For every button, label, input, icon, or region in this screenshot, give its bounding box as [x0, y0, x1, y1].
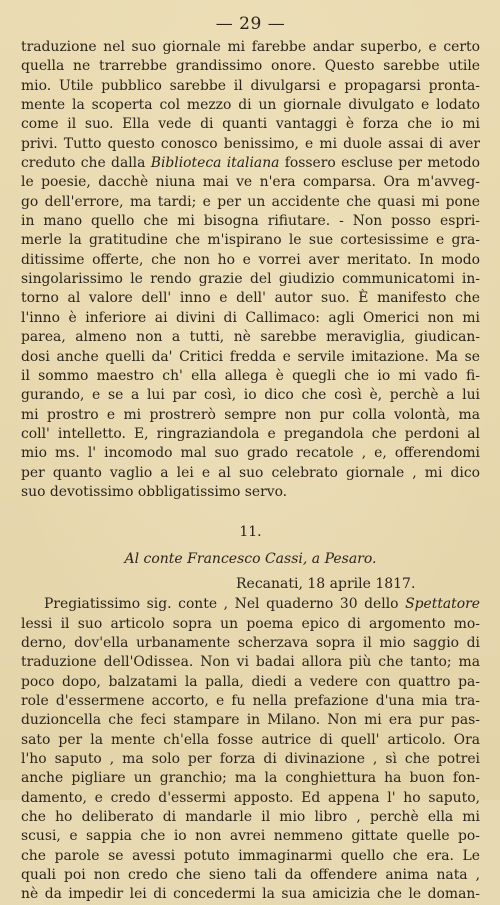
letter-dateline: Recanati, 18 aprile 1817.	[236, 576, 416, 593]
text-line: che parole se avessi potuto immaginarmi quello che era. Le	[21, 847, 480, 864]
text-line: go dell'errore, ma tardi; e per un accidente che quasi mi pone	[21, 193, 480, 210]
text-line: quella ne trarrebbe grandissimo onore. Questo sarebbe utile	[21, 58, 480, 75]
text-line: torno al valore dell' inno e dell' autor suo. È manifesto che	[21, 290, 480, 307]
text-line: le poesie, dacchè niuna mai ve n'era comparsa. Ora m'avveg-	[21, 174, 480, 191]
text-line: mente la scoperta col mezzo di un giornale divulgato e lodato	[21, 97, 480, 114]
text-line: mio ms. l' incomodo mal suo grado recatole , e, offerendomi	[21, 445, 480, 462]
text-line: il sommo maestro ch' ella allega è quegli che io mi vado fi-	[21, 367, 480, 384]
text-line: per quanto vaglio a lei e al suo celebrato giornale , mi dico	[21, 464, 480, 481]
text-line: Pregiatissimo sig. conte , Nel quaderno 30 dello Spettatore	[44, 596, 480, 613]
text-line: poco dopo, balzatami la palla, diedi a vedere con quattro pa-	[21, 673, 480, 690]
text-line: come il suo. Ella vede di quanti vantaggi è forza che io mi	[21, 116, 480, 133]
text-line: traduzione dell'Odissea. Non vi badai allora più che tanto; ma	[21, 654, 480, 671]
text-line: derno, dov'ella urbanamente scherzava sopra il mio saggio di	[21, 634, 480, 651]
text-line: nè da impedir lei di concedermi la sua amicizia che le doman-	[21, 886, 480, 903]
text-line: mio. Utile pubblico sarebbe il divulgarsi e propagarsi pronta-	[21, 77, 480, 94]
text-line: l'ho saputo , ma solo per forza di divinazione , sì che potrei	[21, 751, 480, 767]
text-line: parea, almeno non a tutti, nè sarebbe meraviglia, giudican-	[21, 329, 480, 346]
text-line: suo devotissimo obbligatissimo servo.	[21, 483, 288, 500]
text-line: privi. Tutto questo conosco benissimo, e mi duole assai di aver	[21, 135, 480, 152]
text-line: sato per la mente ch'ella fosse autrice di quell' articolo. Ora	[21, 731, 480, 748]
text-line: singolarissimo le rendo grazie del giudizio communicatomi in-	[21, 271, 480, 288]
text-line: merle la gratitudine che m'ispirano le sue cortesissime e gra-	[21, 232, 480, 249]
text-line: gurando, e se a lui par così, io dico che così è, perchè a lui	[21, 387, 480, 404]
text-line: in mano quello che mi bisogna rifiutare. - Non posso espri-	[21, 213, 480, 230]
page-number: — 29 —	[215, 14, 286, 34]
text-line: lessi il suo articolo sopra un poema epico di argomento mo-	[21, 615, 480, 632]
text-line: anche pigliare un granchio; ma la conghiettura ha buon fon-	[21, 770, 480, 787]
letter-1-body	[21, 38, 480, 502]
text-line: duzioncella che feci stampare in Milano. Non mi era pur pas-	[21, 712, 480, 729]
text-line: role d'essermene accorto, e fu nella prefazione d'una mia tra-	[21, 692, 480, 709]
letter-number: 11.	[239, 524, 262, 541]
text-line: coll' intelletto. E, ringraziandola e pregandola che perdoni al	[21, 425, 480, 442]
text-line: mi prostro e mi prostrerò sempre non pur colla volontà, ma	[21, 406, 480, 423]
text-line: quali poi non credo che sieno tali da offendere anima nata ,	[21, 867, 480, 884]
text-line: damento, e credo d'essermi apposto. Ed appena l' ho saputo,	[21, 789, 480, 806]
text-line: creduto che dalla Biblioteca italiana fossero escluse per metodo	[21, 155, 480, 172]
text-line: l'inno è inferiore ai divini di Callimaco: agli Omerici non mi	[21, 309, 480, 326]
text-line: traduzione nel suo giornale mi farebbe andar superbo, e certo	[21, 39, 480, 55]
letter-recipient: Al conte Francesco Cassi, a Pesaro.	[124, 551, 377, 568]
text-line: che ho deliberato di mandarle il mio libro , perchè ella mi	[21, 809, 480, 826]
text-line: dosi anche quelli da' Critici fredda e servile imitazione. Ma se	[21, 348, 480, 365]
text-line: scusi, e sappia che io non avrei nemmeno gittate quelle po-	[21, 828, 480, 845]
letter-2-body	[21, 595, 480, 905]
text-line: ditissime offerte, che non ho e vorrei aver meritato. In modo	[21, 251, 480, 268]
